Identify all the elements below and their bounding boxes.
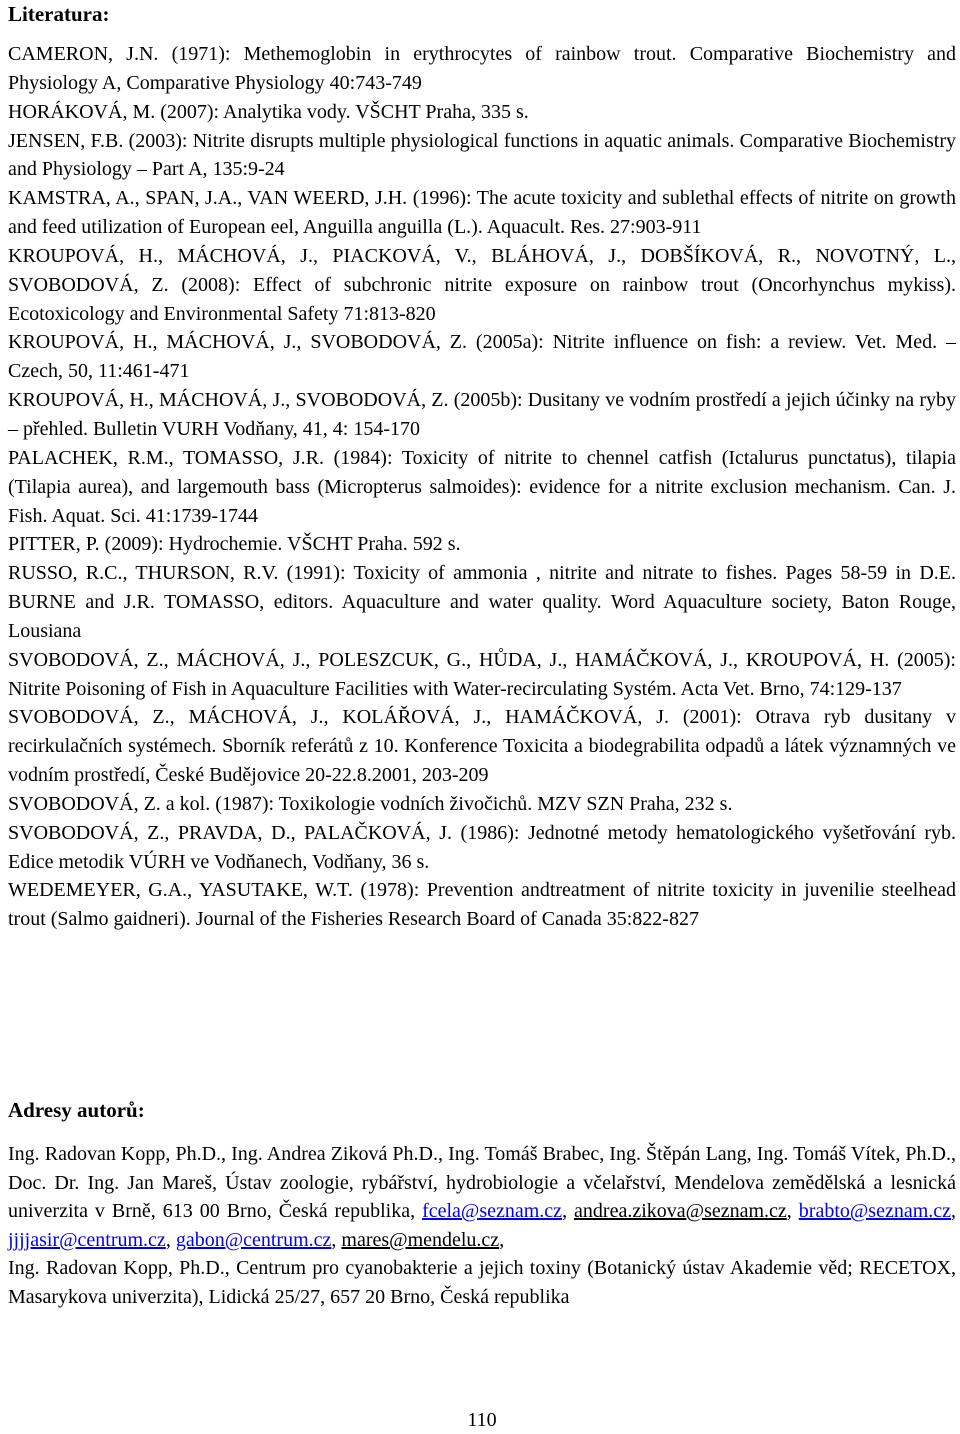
reference-item: KROUPOVÁ, H., MÁCHOVÁ, J., SVOBODOVÁ, Z. (2005a): Nitrite influence on fish: a review. Vet. Med. – Czech, 50, 11:461-471: [8, 331, 956, 383]
addresses-heading: Adresy autorů:: [8, 1098, 145, 1122]
page-number: 110: [467, 1409, 497, 1431]
reference-item: KROUPOVÁ, H., MÁCHOVÁ, J., PIACKOVÁ, V., BLÁHOVÁ, J., DOBŠÍKOVÁ, R., NOVOTNÝ, L., SVOBODOVÁ, Z. (2008): Effect of subchronic nitrite exposure on rainbow trout (Oncorhynchus mykiss). Ecotoxicology and Environmental Safety 71:813-820: [8, 244, 956, 325]
reference-item: SVOBODOVÁ, Z., MÁCHOVÁ, J., POLESZCUK, G., HŮDA, J., HAMÁČKOVÁ, J., KROUPOVÁ, H. (2005): Nitrite Poisoning of Fish in Aquaculture Facilities with Water-recirculating Systém. Acta Vet. Brno, 74:129-137: [8, 648, 956, 700]
reference-item: HORÁKOVÁ, M. (2007): Analytika vody. VŠCHT Praha, 335 s.: [8, 100, 529, 123]
email-link-jjjjasir[interactable]: jjjjasir@centrum.cz: [8, 1228, 166, 1251]
reference-item: SVOBODOVÁ, Z., PRAVDA, D., PALAČKOVÁ, J. (1986): Jednotné metody hematologického vyšetřování ryb. Edice metodik VÚRH ve Vodňanech, Vodňany, 36 s.: [8, 821, 956, 873]
reference-item: WEDEMEYER, G.A., YASUTAKE, W.T. (1978): Prevention andtreatment of nitrite toxicity in juvenilie steelhead trout (Salmo gaidneri). Journal of the Fisheries Research Board of Canada 35:822-827: [8, 879, 956, 931]
reference-item: RUSSO, R.C., THURSON, R.V. (1991): Toxicity of ammonia , nitrite and nitrate to fishes. Pages 58-59 in D.E. BURNE and J.R. TOMASSO, editors. Aquaculture and water quality. Word Aquaculture society, Baton Rouge, Lousiana: [8, 562, 956, 642]
separator: ,: [786, 1200, 799, 1223]
email-link-mares[interactable]: mares@mendelu.cz: [341, 1228, 500, 1251]
email-link-brabto[interactable]: brabto@seznam.cz: [798, 1200, 952, 1223]
separator: ,: [951, 1200, 957, 1223]
reference-item: SVOBODOVÁ, Z., MÁCHOVÁ, J., KOLÁŘOVÁ, J., HAMÁČKOVÁ, J. (2001): Otrava ryb dusitany v recirkulačních systémech. Sborník referátů z 10. Konference Toxicita a biodegrabilita odpadů a látek významných ve vodním prostředí, České Budějovice 20-22.8.2001, 203-209: [8, 706, 956, 787]
email-link-fcela[interactable]: fcela@seznam.cz: [422, 1200, 563, 1223]
address-paragraph-1: [8, 1140, 956, 1254]
reference-item: JENSEN, F.B. (2003): Nitrite disrupts multiple physiological functions in aquatic animals. Comparative Biochemistry and Physiology – Part A, 135:9-24: [8, 129, 956, 181]
separator: ,: [499, 1228, 505, 1251]
separator: ,: [562, 1200, 575, 1223]
separator: ,: [331, 1228, 342, 1251]
reference-item: PALACHEK, R.M., TOMASSO, J.R. (1984): Toxicity of nitrite to chennel catfish (Ictalurus punctatus), tilapia (Tilapia aurea), and largemouth bass (Micropterus salmoides): evidence for a nitrite exclusion mechanism. Can. J. Fish. Aquat. Sci. 41:1739-1744: [8, 446, 956, 527]
address-1-text: Ing. Radovan Kopp, Ph.D., Ing. Andrea Ziková Ph.D., Ing. Tomáš Brabec, Ing. Štěpán Lang, Ing. Tomáš Vítek, Ph.D., Doc. Dr. Ing. Jan Mareš, Ústav zoologie, rybářství, hydrobiologie a včelařství, Mendelova zemědělská a lesnická univerzita v Brně, 613 00 Brno, Česká republika,: [8, 1143, 956, 1223]
email-link-andrea-zikova[interactable]: andrea.zikova@seznam.cz: [574, 1200, 787, 1223]
address-paragraph-2: Ing. Radovan Kopp, Ph.D., Centrum pro cyanobakterie a jejich toxiny (Botanický ústav Akademie věd; RECETOX, Masarykova univerzita), Lidická 25/27, 657 20 Brno, Česká republika: [8, 1257, 956, 1308]
reference-item: CAMERON, J.N. (1971): Methemoglobin in erythrocytes of rainbow trout. Comparative Biochemistry and Physiology A, Comparative Physiology 40:743-749: [8, 43, 956, 94]
reference-item: SVOBODOVÁ, Z. a kol. (1987): Toxikologie vodních živočichů. MZV SZN Praha, 232 s.: [8, 792, 733, 815]
separator: ,: [165, 1228, 176, 1251]
reference-item: KROUPOVÁ, H., MÁCHOVÁ, J., SVOBODOVÁ, Z. (2005b): Dusitany ve vodním prostředí a jejich účinky na ryby – přehled. Bulletin VURH Vodňany, 41, 4: 154-170: [8, 389, 956, 440]
author-addresses: [8, 1140, 956, 1312]
reference-item: KAMSTRA, A., SPAN, J.A., VAN WEERD, J.H. (1996): The acute toxicity and sublethal effects of nitrite on growth and feed utilization of European eel, Anguilla anguilla (L.). Aquacult. Res. 27:903-911: [8, 187, 956, 239]
email-link-gabon[interactable]: gabon@centrum.cz: [175, 1228, 332, 1251]
reference-item: PITTER, P. (2009): Hydrochemie. VŠCHT Praha. 592 s.: [8, 533, 461, 556]
literature-heading: Literatura:: [8, 2, 110, 26]
reference-list: [8, 40, 956, 934]
